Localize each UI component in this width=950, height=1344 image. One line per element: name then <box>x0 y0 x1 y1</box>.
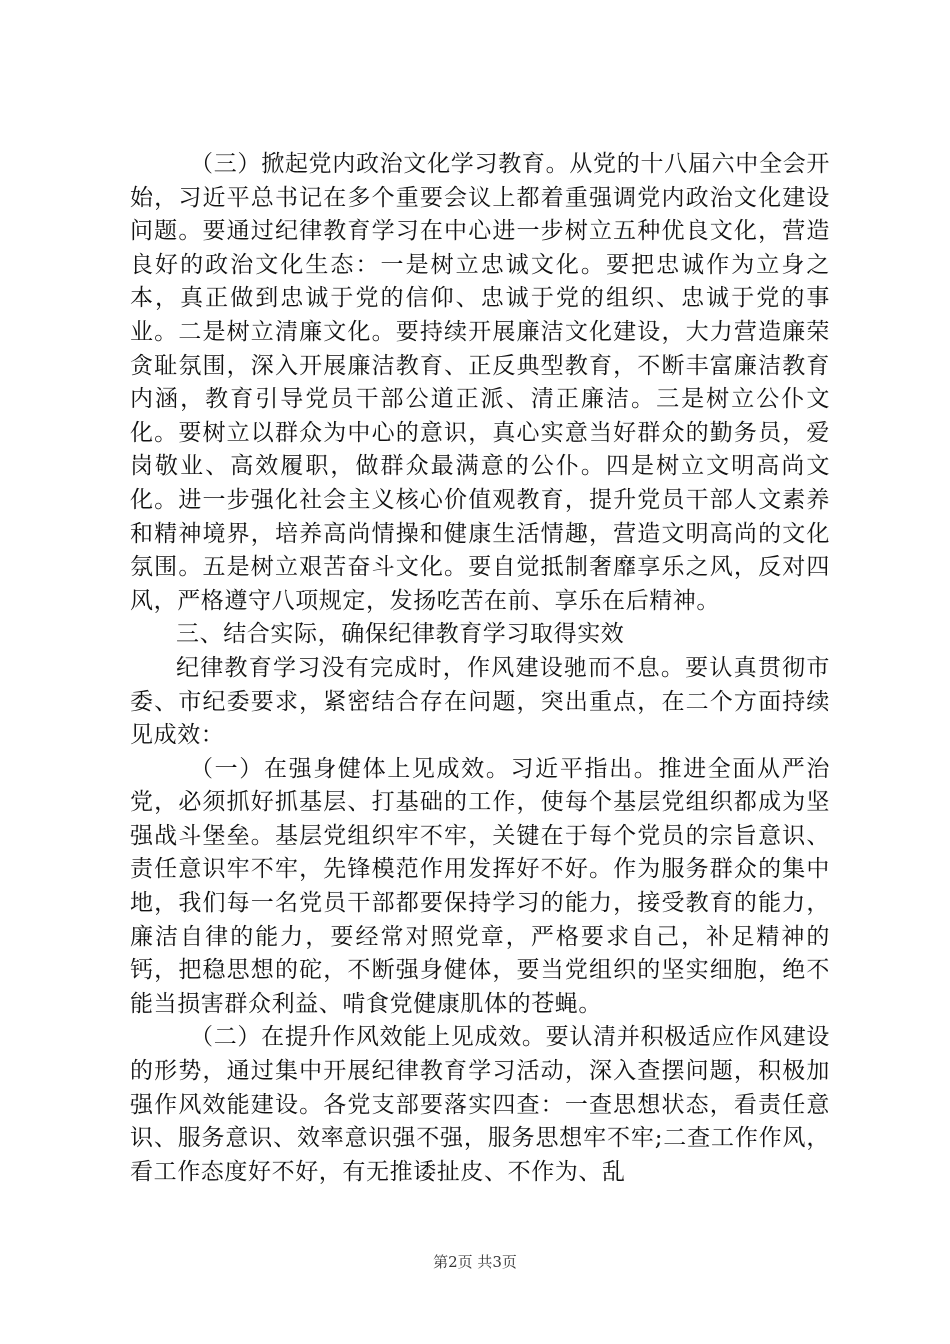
page-number-footer: 第2页 共3页 <box>433 1253 517 1271</box>
paragraph-intro-results: 纪律教育学习没有完成时，作风建设驰而不息。要认真贯彻市委、市纪委要求，紧密结合存在问题，突出重点，在二个方面持续见成效： <box>130 654 830 749</box>
paragraph-item-1-fitness: （一）在强身健体上见成效。习近平指出。推进全面从严治党，必须抓好抓基层、打基础的工作，使每个基层党组织都成为坚强战斗堡垒。基层党组织牢不牢，关键在于每个党员的宗旨意识、责任意识牢不牢，先锋模范作用发挥好不好。作为服务群众的集中地，我们每一名党员干部都要保持学习的能力，接受教育的能力，廉洁自律的能力，要经常对照党章，严格要求自己，补足精神的钙，把稳思想的砣，不断强身健体，要当党组织的坚实细胞，绝不能当损害群众利益、啃食党健康肌体的苍蝇。 <box>130 755 830 1017</box>
document-body <box>130 148 830 1189</box>
paragraph-item-2-work-style: （二）在提升作风效能上见成效。要认清并积极适应作风建设的形势，通过集中开展纪律教育学习活动，深入查摆问题，积极加强作风效能建设。各党支部要落实四查：一查思想状态，看责任意识、服务意识、效率意识强不强，服务思想牢不牢;二查工作作风，看工作态度好不好，有无推诿扯皮、不作为、乱 <box>130 1024 830 1185</box>
heading-section-three: 三、结合实际，确保纪律教育学习取得实效 <box>176 621 625 648</box>
paragraph-section-3-political-culture: （三）掀起党内政治文化学习教育。从党的十八届六中全会开始，习近平总书记在多个重要会议上都着重强调党内政治文化建设问题。要通过纪律教育学习在中心进一步树立五种优良文化，营造良好的政治文化生态：一是树立忠诚文化。要把忠诚作为立身之本，真正做到忠诚于党的信仰、忠诚于党的组织、忠诚于党的事业。二是树立清廉文化。要持续开展廉洁文化建设，大力营造廉荣贪耻氛围，深入开展廉洁教育、正反典型教育，不断丰富廉洁教育内涵，教育引导党员干部公道正派、清正廉洁。三是树立公仆文化。要树立以群众为中心的意识，真心实意当好群众的勤务员，爱岗敬业、高效履职，做群众最满意的公仆。四是树立文明高尚文化。进一步强化社会主义核心价值观教育，提升党员干部人文素养和精神境界，培养高尚情操和健康生活情趣，营造文明高尚的文化氛围。五是树立艰苦奋斗文化。要自觉抵制奢靡享乐之风，反对四风，严格遵守八项规定，发扬吃苦在前、享乐在后精神。 <box>130 151 830 614</box>
